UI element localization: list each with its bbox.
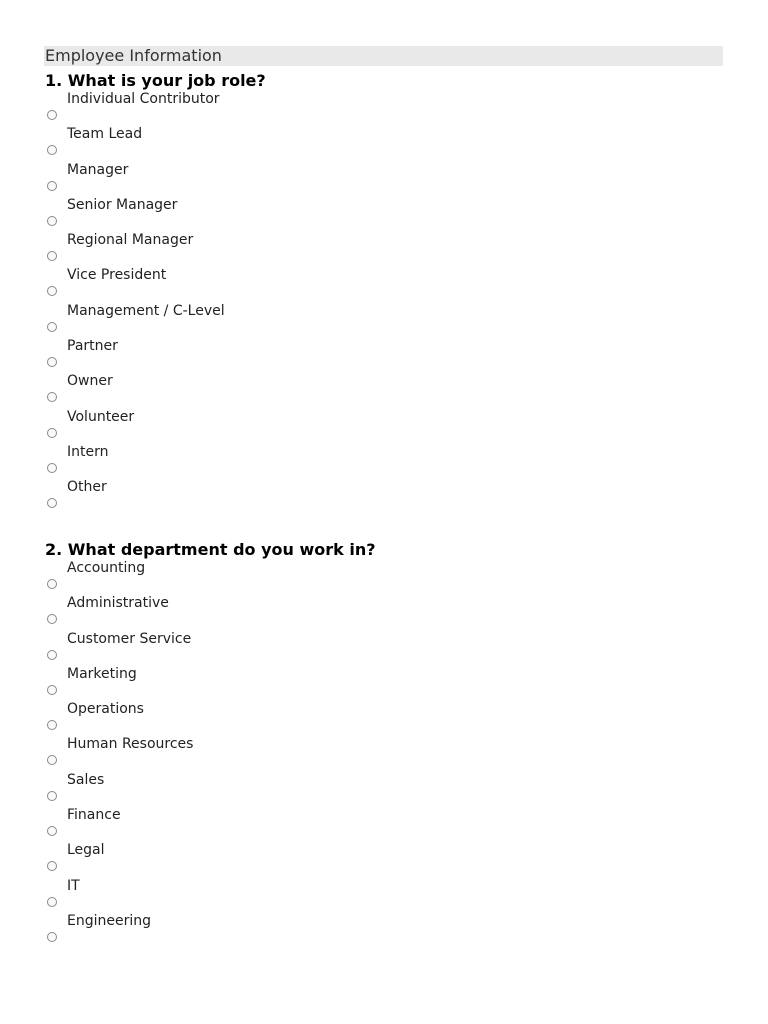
radio-option-label: Manager — [67, 161, 129, 178]
radio-option[interactable] — [45, 559, 645, 594]
radio-button[interactable] — [47, 181, 57, 191]
radio-option[interactable] — [45, 478, 645, 513]
radio-option-label: Legal — [67, 842, 105, 859]
radio-button[interactable] — [47, 145, 57, 155]
radio-option[interactable] — [45, 161, 645, 196]
radio-button[interactable] — [47, 322, 57, 332]
radio-option[interactable] — [45, 408, 645, 443]
radio-option-label: Other — [67, 479, 107, 496]
radio-button[interactable] — [47, 357, 57, 367]
radio-option-label: Owner — [67, 373, 113, 390]
radio-button[interactable] — [47, 685, 57, 695]
radio-option-label: Human Resources — [67, 736, 194, 753]
radio-option-label: Accounting — [67, 560, 146, 576]
radio-button[interactable] — [47, 216, 57, 226]
radio-option[interactable] — [45, 806, 645, 841]
radio-option[interactable] — [45, 372, 645, 407]
radio-option[interactable] — [45, 125, 645, 160]
radio-option[interactable] — [45, 841, 645, 876]
radio-option[interactable] — [45, 735, 645, 770]
section-header: Employee Information — [44, 46, 723, 66]
radio-option[interactable] — [45, 771, 645, 806]
radio-option-label: Administrative — [67, 595, 169, 612]
radio-option-label: Vice President — [67, 267, 167, 284]
radio-option-label: Intern — [67, 443, 109, 460]
radio-button[interactable] — [47, 498, 57, 508]
radio-button[interactable] — [47, 755, 57, 765]
radio-button[interactable] — [47, 650, 57, 660]
radio-button[interactable] — [47, 720, 57, 730]
radio-option[interactable] — [45, 443, 645, 478]
radio-option[interactable] — [45, 90, 645, 125]
radio-option-label: Senior Manager — [67, 196, 178, 213]
radio-button[interactable] — [47, 614, 57, 624]
radio-button[interactable] — [47, 579, 57, 589]
radio-option-label: Regional Manager — [67, 232, 194, 249]
radio-option-label: Volunteer — [67, 408, 135, 425]
radio-option[interactable] — [45, 302, 645, 337]
radio-option[interactable] — [45, 594, 645, 629]
radio-button[interactable] — [47, 251, 57, 261]
radio-option-label: Team Lead — [67, 126, 143, 143]
radio-button[interactable] — [47, 110, 57, 120]
radio-option-label: IT — [67, 877, 80, 894]
radio-option-label: Marketing — [67, 665, 137, 682]
radio-option[interactable] — [45, 912, 645, 947]
department-options — [45, 559, 645, 947]
radio-option-label: Partner — [67, 338, 118, 355]
radio-option[interactable] — [45, 630, 645, 665]
radio-button[interactable] — [47, 428, 57, 438]
radio-option[interactable] — [45, 877, 645, 912]
radio-button[interactable] — [47, 826, 57, 836]
radio-button[interactable] — [47, 897, 57, 907]
radio-button[interactable] — [47, 932, 57, 942]
radio-button[interactable] — [47, 286, 57, 296]
radio-option-label: Engineering — [67, 912, 151, 929]
radio-option-label: Sales — [67, 771, 105, 788]
radio-option[interactable] — [45, 337, 645, 372]
question-department-title: 2. What department do you work in? — [45, 540, 376, 559]
radio-option-label: Individual Contributor — [67, 91, 220, 107]
radio-option-label: Operations — [67, 701, 144, 718]
radio-button[interactable] — [47, 463, 57, 473]
radio-button[interactable] — [47, 791, 57, 801]
radio-option[interactable] — [45, 196, 645, 231]
radio-option[interactable] — [45, 700, 645, 735]
radio-button[interactable] — [47, 861, 57, 871]
radio-option-label: Customer Service — [67, 630, 192, 647]
radio-option-label: Finance — [67, 807, 121, 824]
job-role-options — [45, 90, 645, 514]
question-job-role-title: 1. What is your job role? — [45, 71, 266, 90]
radio-option-label: Management / C-Level — [67, 302, 225, 319]
radio-option[interactable] — [45, 231, 645, 266]
radio-button[interactable] — [47, 392, 57, 402]
radio-option[interactable] — [45, 266, 645, 301]
radio-option[interactable] — [45, 665, 645, 700]
